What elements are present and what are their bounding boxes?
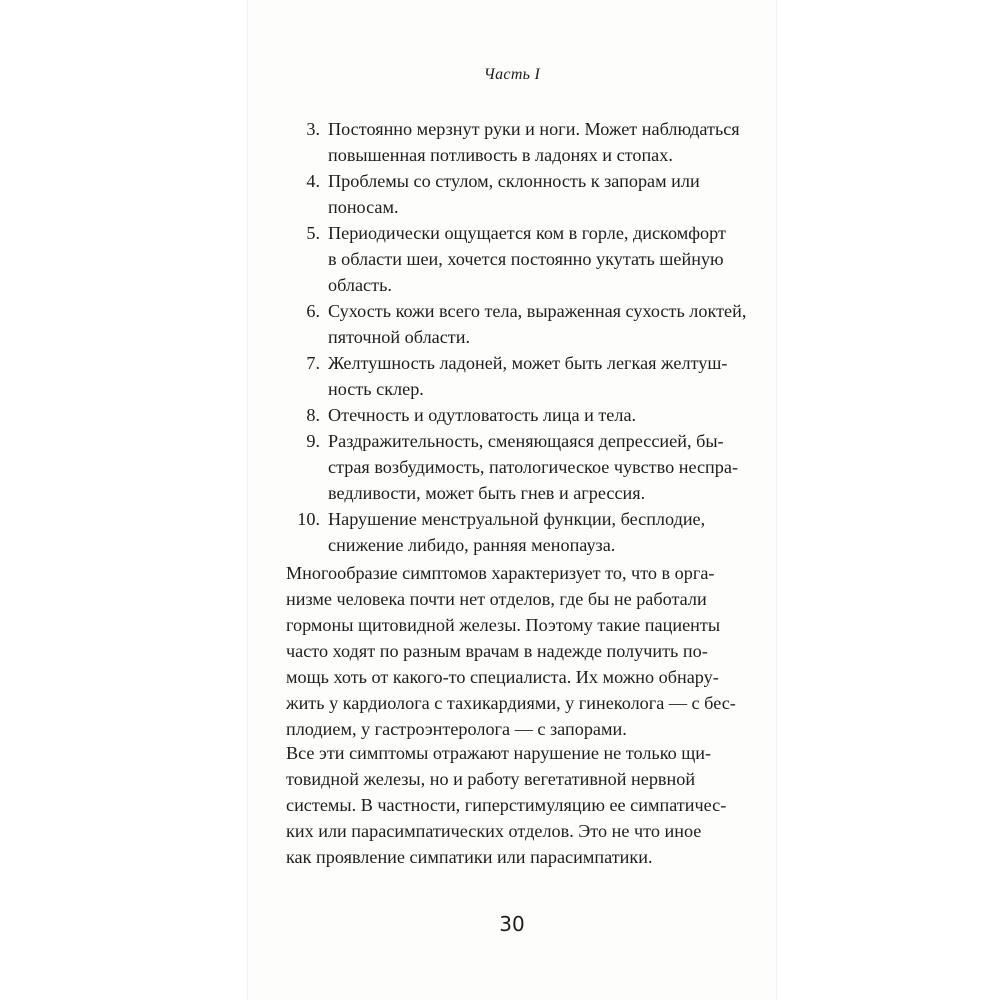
symptom-text: Отечность и одутловатость лица и тела. [328,405,637,425]
symptom-item-10 [288,506,768,558]
symptom-text: Проблемы со стулом, склонность к запорам или поносам. [328,171,700,217]
symptom-number: 10. [297,509,320,529]
symptom-number: 7. [306,353,320,373]
symptom-number: 9. [306,431,320,451]
symptom-item-8 [288,402,768,428]
symptom-number: 6. [306,301,320,321]
symptom-item-7 [288,350,768,402]
symptom-list [288,116,768,558]
body-paragraph: Все эти симптомы отражают нарушение не только щи- товидной железы, но и работу вегетативной нервной системы. В частности, гиперстимуляцию ее симпатичес- ких или парасимпатических отделов. Это не что иное как проявление симпатики или парасимпатики. [286,743,727,867]
symptom-number: 4. [306,171,320,191]
page-number: 30 [499,912,525,936]
running-head: Часть I [483,66,541,83]
symptom-item-4 [288,168,768,220]
symptom-text: Желтушность ладоней, может быть легкая желтуш- ность склер. [328,353,728,399]
body-paragraph: Многообразие симптомов характеризует то, что в орга- низме человека почти нет отделов, где бы не работали гормоны щитовидной железы. Поэтому такие пациенты часто ходят по разным врачам в надежде получить по- мощь хоть от какого-то специалиста. Их можно обнару- жить у кардиолога с тахикардиями, у гинеколога — с бес- плодием, у гастроэнтеролога — с запорами. [286,563,736,739]
book-page [248,0,776,1000]
symptom-item-9 [288,428,768,506]
symptom-number: 3. [306,119,320,139]
symptom-text: Постоянно мерзнут руки и ноги. Может наблюдаться повышенная потливость в ладонях и стопах. [328,119,740,165]
symptom-item-6 [288,298,768,350]
symptom-item-3 [288,116,768,168]
symptom-text: Сухость кожи всего тела, выраженная сухость локтей, пяточной области. [328,301,747,347]
symptom-text: Периодически ощущается ком в горле, дискомфорт в области шеи, хочется постоянно укутать шейную область. [328,223,726,295]
symptom-item-5 [288,220,768,298]
symptom-number: 5. [306,223,320,243]
symptom-text: Нарушение менструальной функции, бесплодие, снижение либидо, ранняя менопауза. [328,509,706,555]
symptom-number: 8. [306,405,320,425]
symptom-text: Раздражительность, сменяющаяся депрессией, бы- страя возбудимость, патологическое чувство неспра- ведливости, может быть гнев и агрессия. [328,431,739,503]
